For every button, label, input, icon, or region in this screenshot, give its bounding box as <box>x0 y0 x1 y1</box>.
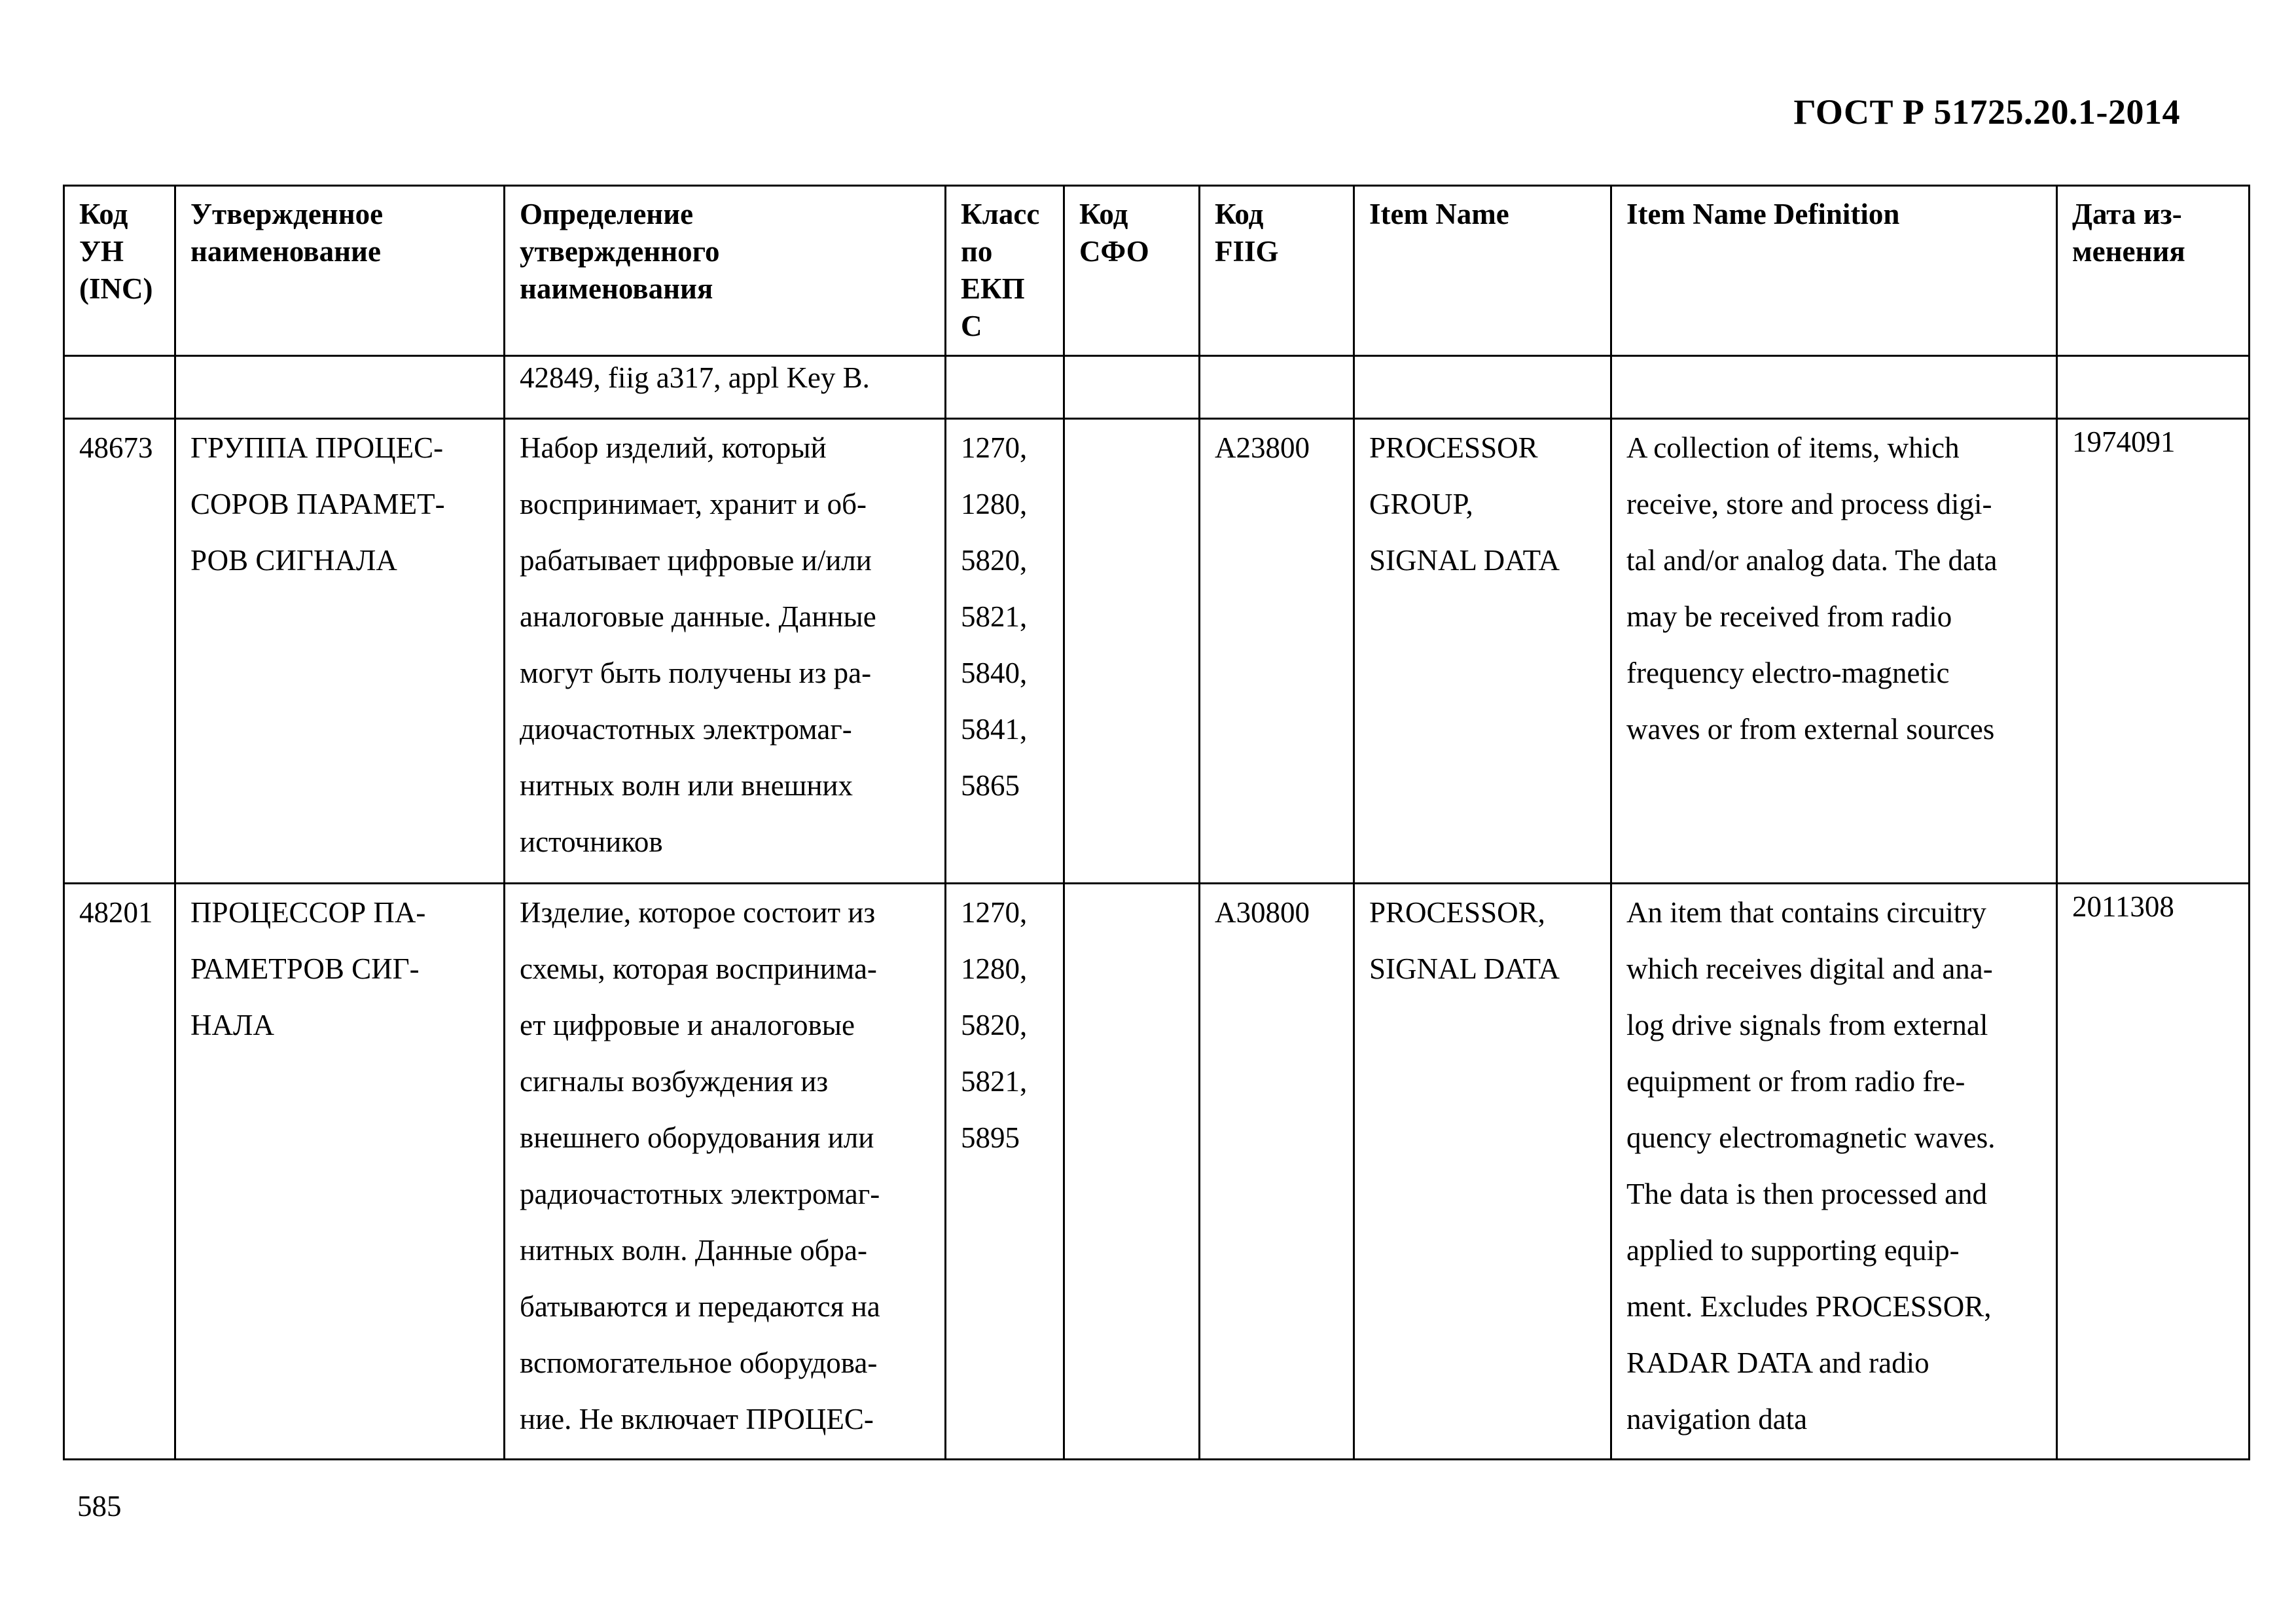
text-line: РОВ СИГНАЛА <box>190 543 397 577</box>
cell-fiig: A30800 <box>1200 883 1354 1459</box>
text-line: диочастотных электромаг- <box>520 712 852 746</box>
text-line: 5821, <box>961 600 1028 633</box>
cell-inc <box>64 355 175 418</box>
text-line: 5895 <box>961 1121 1020 1154</box>
cell-name <box>175 883 505 1459</box>
items-table <box>63 185 2250 1460</box>
text-line: receive, store and process digi- <box>1626 487 1992 520</box>
cell-item-name <box>1354 883 1611 1459</box>
text-line: батываются и передаются на <box>520 1290 880 1323</box>
cell-fiig: A23800 <box>1200 418 1354 883</box>
text-line: РАМЕТРОВ СИГ- <box>190 952 420 985</box>
text-line: SIGNAL DATA <box>1369 543 1560 577</box>
text-line: 1270, <box>961 895 1028 929</box>
text-line: внешнего оборудования или <box>520 1121 874 1154</box>
text-line: GROUP, <box>1369 487 1473 520</box>
text-line: Дата из- <box>2072 198 2182 230</box>
header-item-name <box>1354 186 1611 356</box>
text-line: нитных волн. Данные обра- <box>520 1233 867 1267</box>
text-line: tal and/or analog data. The data <box>1626 543 1998 577</box>
cell-name <box>175 418 505 883</box>
text-line: Код <box>79 198 128 230</box>
text-line: менения <box>2072 235 2185 268</box>
text-line: рабатывает цифровые и/или <box>520 543 872 577</box>
header-inc <box>64 186 175 356</box>
text-line: источников <box>520 825 663 858</box>
text-line: waves or from external sources <box>1626 712 1995 746</box>
text-line: аналоговые данные. Данные <box>520 600 876 633</box>
cell-name <box>175 355 505 418</box>
text-line: вспомогательное оборудова- <box>520 1346 878 1379</box>
header-sfo <box>1064 186 1200 356</box>
cell-item-name <box>1354 418 1611 883</box>
text-line: Изделие, которое состоит из <box>520 895 876 929</box>
text-line: воспринимает, хранит и об- <box>520 487 867 520</box>
text-line: PROCESSOR <box>1369 431 1538 464</box>
text-line: схемы, которая воспринима- <box>520 952 877 985</box>
cell-item-definition <box>1611 418 2057 883</box>
text-line: Item Name <box>1369 198 1509 230</box>
text-line: по <box>961 235 993 268</box>
text-line: log drive signals from external <box>1626 1008 1988 1041</box>
text-line: могут быть получены из ра- <box>520 656 872 689</box>
text-line: Определение <box>520 198 694 230</box>
cell-fiig <box>1200 355 1354 418</box>
text-line: quency electromagnetic waves. <box>1626 1121 1996 1154</box>
text-line: НАЛА <box>190 1008 275 1041</box>
table-header-row <box>64 186 2250 356</box>
cell-item-definition <box>1611 883 2057 1459</box>
cell-change-date: 1974091 <box>2057 418 2250 883</box>
text-line: 5821, <box>961 1064 1028 1098</box>
text-line: 1270, <box>961 431 1028 464</box>
text-line: 5865 <box>961 768 1020 802</box>
text-line: СФО <box>1079 235 1149 268</box>
cell-class <box>946 355 1064 418</box>
text-line: SIGNAL DATA <box>1369 952 1560 985</box>
text-line: ment. Excludes PROCESSOR, <box>1626 1290 1992 1323</box>
text-line: Item Name Definition <box>1626 198 1900 230</box>
text-line: ГРУППА ПРОЦЕС- <box>190 431 444 464</box>
cell-definition <box>505 883 946 1459</box>
cell-change-date: 2011308 <box>2057 883 2250 1459</box>
text-line: navigation data <box>1626 1402 1808 1435</box>
header-item-definition <box>1611 186 2057 356</box>
text-line: наименования <box>520 272 713 306</box>
cell-change-date <box>2057 355 2250 418</box>
header-fiig <box>1200 186 1354 356</box>
cell-definition <box>505 418 946 883</box>
text-line: ЕКП <box>961 272 1025 306</box>
text-line: СОРОВ ПАРАМЕТ- <box>190 487 445 520</box>
text-line: УН <box>79 235 124 268</box>
text-line: утвержденного <box>520 235 720 268</box>
cell-sfo <box>1064 355 1200 418</box>
text-line: which receives digital and ana- <box>1626 952 1993 985</box>
cell-sfo <box>1064 418 1200 883</box>
header-approved-name <box>175 186 505 356</box>
text-line: ние. Не включает ПРОЦЕС- <box>520 1402 874 1435</box>
text-line: Код <box>1079 198 1128 230</box>
cell-definition: 42849, fiig a317, appl Key B. <box>505 355 946 418</box>
text-line: 5820, <box>961 543 1028 577</box>
cell-class <box>946 418 1064 883</box>
text-line: ПРОЦЕССОР ПА- <box>190 895 426 929</box>
text-line: RADAR DATA and radio <box>1626 1346 1929 1379</box>
cell-inc: 48201 <box>64 883 175 1459</box>
text-line: 5841, <box>961 712 1028 746</box>
text-line: 5820, <box>961 1008 1028 1041</box>
text-line: may be received from radio <box>1626 600 1952 633</box>
cell-inc: 48673 <box>64 418 175 883</box>
text-line: 5840, <box>961 656 1028 689</box>
text-line: Класс <box>961 198 1040 230</box>
text-line: сигналы возбуждения из <box>520 1064 829 1098</box>
header-change-date <box>2057 186 2250 356</box>
cell-item-definition <box>1611 355 2057 418</box>
header-class <box>946 186 1064 356</box>
text-line: Код <box>1215 198 1264 230</box>
text-line: наименование <box>190 235 381 268</box>
text-line: 1280, <box>961 487 1028 520</box>
text-line: (INC) <box>79 272 153 306</box>
continuation-row <box>64 355 2250 418</box>
cell-item-name <box>1354 355 1611 418</box>
text-line: equipment or from radio fre- <box>1626 1064 1965 1098</box>
header-definition <box>505 186 946 356</box>
text-line: 1280, <box>961 952 1028 985</box>
text-line: Набор изделий, который <box>520 431 827 464</box>
cell-sfo <box>1064 883 1200 1459</box>
cell-class <box>946 883 1064 1459</box>
text-line: frequency electro-magnetic <box>1626 656 1950 689</box>
text-line: applied to supporting equip- <box>1626 1233 1960 1267</box>
text-line: Утвержденное <box>190 198 384 230</box>
document-standard-title: ГОСТ Р 51725.20.1-2014 <box>1793 92 2180 132</box>
text-line: An item that contains circuitry <box>1626 895 1986 929</box>
text-line: С <box>961 310 982 343</box>
page-number: 585 <box>77 1490 122 1523</box>
text-line: нитных волн или внешних <box>520 768 853 802</box>
table-row <box>64 418 2250 883</box>
text-line: ет цифровые и аналоговые <box>520 1008 855 1041</box>
text-line: радиочастотных электромаг- <box>520 1177 880 1210</box>
text-line: The data is then processed and <box>1626 1177 1988 1210</box>
text-line: FIIG <box>1215 235 1279 268</box>
table-row <box>64 883 2250 1459</box>
text-line: PROCESSOR, <box>1369 895 1545 929</box>
text-line: A collection of items, which <box>1626 431 1960 464</box>
